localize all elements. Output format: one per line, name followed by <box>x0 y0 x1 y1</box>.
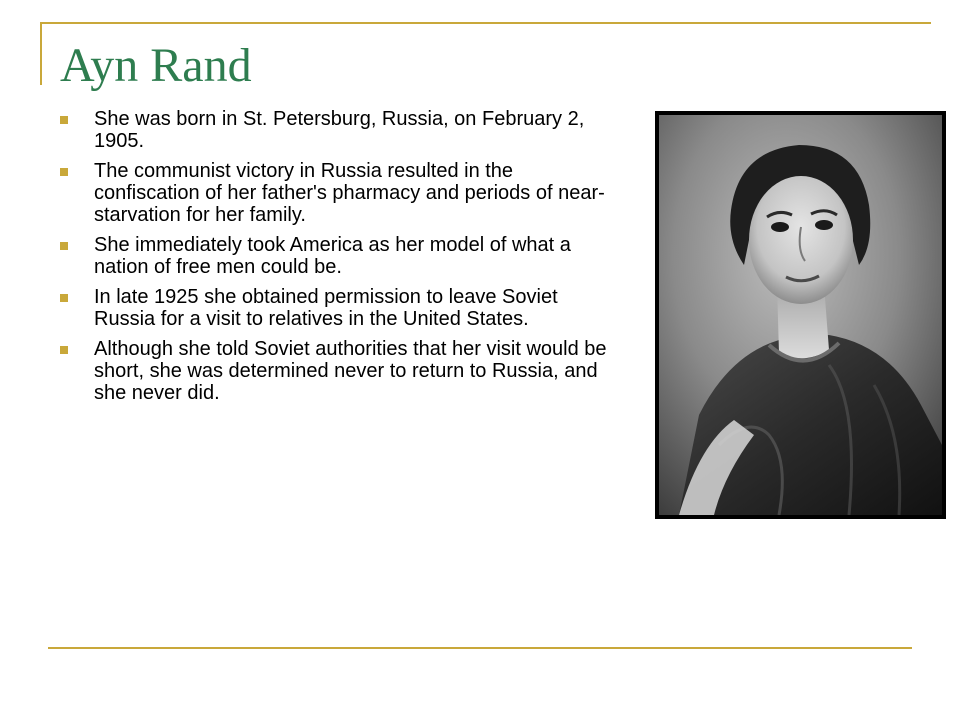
top-divider-line <box>40 22 931 24</box>
bullet-text: She was born in St. Petersburg, Russia, on February 2, 1905. <box>94 108 585 152</box>
bullet-text: Although she told Soviet authorities that her visit would be short, she was determined never to return to Russia, and she never did. <box>94 338 607 404</box>
square-bullet-icon <box>60 346 68 354</box>
bullet-list <box>58 108 618 412</box>
square-bullet-icon <box>60 242 68 250</box>
slide-title: Ayn Rand <box>60 39 252 92</box>
left-divider-line <box>40 22 42 85</box>
bullet-item <box>58 286 618 330</box>
bullet-item <box>58 338 618 404</box>
square-bullet-icon <box>60 294 68 302</box>
square-bullet-icon <box>60 168 68 176</box>
bullet-item <box>58 160 618 226</box>
portrait-photo <box>659 115 942 515</box>
bottom-divider-line <box>48 647 912 649</box>
bullet-text: The communist victory in Russia resulted in the confiscation of her father's pharmacy and periods of near-starvation for her family. <box>94 160 605 226</box>
bullet-item <box>58 108 618 152</box>
portrait-photo-frame <box>655 111 946 519</box>
bullet-text: She immediately took America as her model of what a nation of free men could be. <box>94 234 571 278</box>
bullet-item <box>58 234 618 278</box>
square-bullet-icon <box>60 116 68 124</box>
bullet-text: In late 1925 she obtained permission to leave Soviet Russia for a visit to relatives in the United States. <box>94 286 558 330</box>
